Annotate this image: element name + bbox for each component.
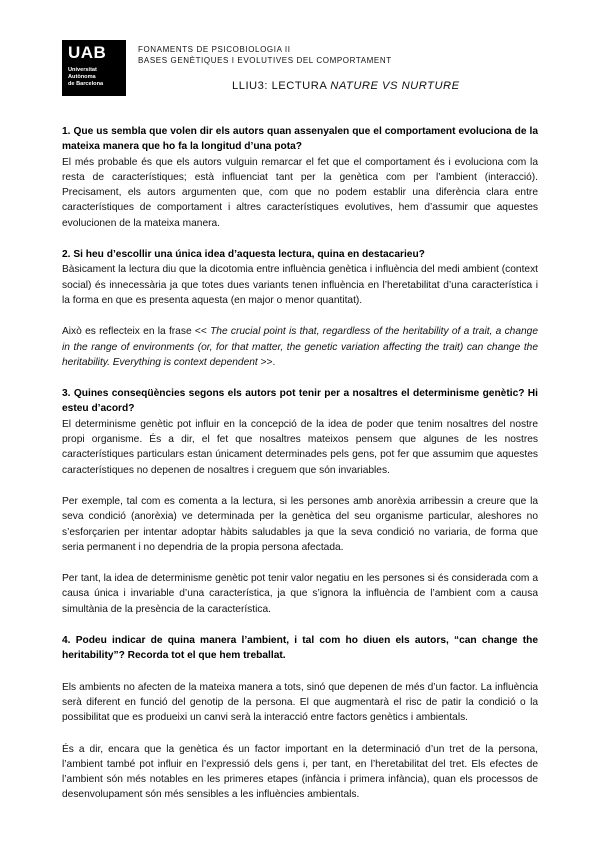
course-header [138,44,392,66]
quote-text: The crucial point is that, regardless of the heritability of a trait, a change in the range of environments (or, for that matter, the genetic variation affecting the trait) can change the heritability. Everything is context dependent [62,326,539,368]
quote-prefix: Això es reflecteix en la frase << [62,326,211,338]
question-1: 1. Que us sembla que volen dir els autors quan assenyalen que el comportament evoluciona de la mateixa manera que ho fa la longitud d’una pota? [62,126,538,153]
quote-suffix: >>. [257,356,276,368]
logo-mark: UAB [68,43,107,62]
answer-2-paragraph-1: Bàsicament la lectura diu que la dicotomia entre influència genètica i influència del medi ambient (context social) és innecessària ja que totes dues variants tenen influència en l’heretabilitat d’una característica i la forma en que es presenta aquesta (en major o menor quantitat). [62,264,538,306]
answer-3-paragraph-1: El determinisme genètic pot influir en la concepció de la idea de poder que tenim nosaltres del nostre propi organisme. És a dir, el fet que nosaltres mateixos pensem que algunes de les nostres característiques particulars estan únicament determinades pels gens, pot fer que assumim que aquestes característiques no depenen de nosaltres i creguem que són invariables. [62,418,538,476]
question-4: 4. Podeu indicar de quina manera l’ambient, i tal com ho diuen els autors, “can change the heritability”? Recorda tot el que hem treballat. [62,635,538,662]
title-prefix: LLIU3: LECTURA [232,80,331,92]
page-title [232,80,460,92]
document-body [62,124,538,803]
title-italic: NATURE VS NURTURE [330,80,460,92]
course-subtitle: BASES GENÈTIQUES I EVOLUTIVES DEL COMPORTAMENT [138,56,392,65]
answer-4-paragraph-1: Els ambients no afecten de la mateixa manera a tots, sinó que depenen de més d’un factor. La influència serà diferent en funció del genotip de la persona. El que augmentarà el risc de patir la condició o la possibilitat que es produeixi un canvi serà la interacció entre factors genètics i ambientals. [62,681,538,724]
question-2: 2. Si heu d’escollir una única idea d’aquesta lectura, quina en destacarieu? [62,249,425,261]
question-3: 3. Quines conseqüències segons els autors pot tenir per a nosaltres el determinisme genètic? Hi esteu d’acord? [62,388,538,415]
course-name: FONAMENTS DE PSICOBIOLOGIA II [138,45,291,54]
answer-2-paragraph-2 [62,324,538,370]
logo-line-1: Universitat [68,67,97,73]
answer-4-paragraph-2: És a dir, encara que la genètica és un factor important en la determinació d’un tret de la persona, l’ambient també pot influir en l’expressió dels gens i, per tant, en l’heretabilitat del tret. Els efectes de l’ambient són més notables en les primeres etapes (infància i primera infància), quan els processos de desenvolupament són més sensibles a les influències ambientals. [62,743,538,801]
logo-line-2: Autònoma [68,73,96,80]
answer-1: El més probable és que els autors vulguin remarcar el fet que el comportament és i evoluciona com la resta de característiques; està influenciat tant per la genètica com per l’ambient (interacció). Precisament, els autors argumenten que, com que no podem establir una diferència clara entre característiques de comportament i altres característiques evolutives, hem d’assumir que aquestes evolucionen de la mateixa manera. [62,156,538,229]
answer-3-paragraph-3: Per tant, la idea de determinisme genètic pot tenir valor negatiu en les persones si és considerada com a causa única i invariable d’una característica, ja que s’ignora la influència de l’ambient com a causa simultània de la presència de la característica. [62,573,538,615]
logo-text [68,67,103,87]
uab-logo [62,40,126,96]
answer-3-paragraph-2: Per exemple, tal com es comenta a la lectura, si les persones amb anorèxia arribessin a creure que la seva condició (anorèxia) ve determinada per la genètica del seu organisme particular, aleshores no s’esforçarien per intentar adoptar hàbits saludables ja que la seva condició no variaria, de forma que seria permanent i no dependria de la propia persona afectada. [62,495,538,553]
logo-line-3: de Barcelona [68,80,104,87]
